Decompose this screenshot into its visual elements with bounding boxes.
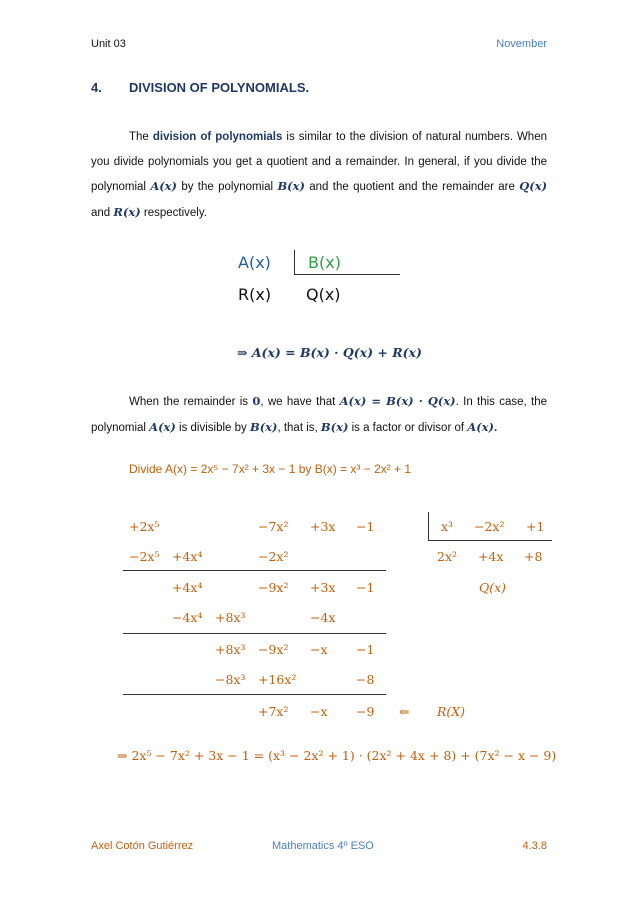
divisor-vertical-bar (428, 512, 429, 540)
division-cell: +3x (310, 580, 336, 595)
quotient-term-2: +4x (478, 549, 504, 564)
division-cell: −8 (356, 672, 375, 687)
quotient-term-1: 2x² (437, 549, 458, 564)
header-unit: Unit 03 (91, 38, 126, 50)
footer-author: Axel Cotón Gutiérrez (91, 840, 194, 852)
division-cell: +8x³ (215, 610, 246, 625)
division-cell: +16x² (258, 672, 297, 687)
scheme-quotient: Q(x) (306, 285, 341, 304)
division-cell: +2x⁵ (129, 519, 160, 534)
division-cell: −2x⁵ (129, 549, 160, 564)
division-cell: −1 (356, 642, 375, 657)
scheme-remainder: R(x) (238, 285, 272, 304)
divisor-horizontal-bar (428, 540, 552, 541)
division-cell: −x (310, 704, 328, 719)
scheme-vertical-bar (294, 250, 295, 274)
footer-course: Mathematics 4º ESO (272, 840, 374, 852)
division-cell: −4x⁴ (172, 610, 203, 625)
division-cell: +4x⁴ (172, 580, 203, 595)
footer-page: 4.3.8 (522, 840, 547, 852)
scheme-divisor: B(x) (308, 253, 341, 272)
division-cell: −1 (356, 580, 375, 595)
quotient-term-3: +8 (524, 549, 543, 564)
scheme-dividend: A(x) (238, 253, 271, 272)
section-title: DIVISION OF POLYNOMIALS. (129, 80, 310, 95)
division-rule-1 (123, 570, 386, 571)
division-rule-3 (123, 694, 386, 695)
divisor-term-1: x³ (441, 519, 454, 534)
division-cell: −x (310, 642, 328, 657)
header-month: November (496, 38, 547, 50)
division-cell: +4x⁴ (172, 549, 203, 564)
section-number: 4. (91, 80, 102, 95)
division-result: ⇒ 2x⁵ − 7x² + 3x − 1 = (x³ − 2x² + 1) · (2x² + 4x + 8) + (7x² − x − 9) (117, 748, 557, 763)
scheme-horizontal-bar (294, 274, 400, 275)
division-cell: +7x² (258, 704, 289, 719)
division-cell: −9x² (258, 580, 289, 595)
division-cell: +3x (310, 519, 336, 534)
division-cell: −9x² (258, 642, 289, 657)
example-prompt: Divide A(x) = 2x⁵ − 7x² + 3x − 1 by B(x) = x³ − 2x² + 1 (129, 462, 412, 476)
quotient-label: Q(x) (479, 580, 507, 595)
division-cell: −9 (356, 704, 375, 719)
remainder-arrow: ⇐ (399, 704, 410, 719)
remainder-label: R(X) (437, 704, 466, 719)
divisor-term-2: −2x² (474, 519, 505, 534)
division-rule-2 (123, 633, 386, 634)
division-cell: −8x³ (215, 672, 246, 687)
intro-paragraph: The division of polynomials is similar to the division of natural numbers. When you divide polynomials you get a quotient and a remainder. In general, if you divide the polynomial A(x) by the polynomial B(x) and the quotient and the remainder are Q(x) and R(x) respectively. (91, 131, 548, 219)
remainder-paragraph: When the remainder is 0, we have that A(x) = B(x) · Q(x). In this case, the polynomial A(x) is divisible by B(x), that is, B(x) is a factor or divisor of A(x). (91, 394, 548, 434)
division-cell: +8x³ (215, 642, 246, 657)
term-division: division of polynomials (152, 131, 283, 143)
division-cell: −2x² (258, 549, 289, 564)
divisor-term-3: +1 (526, 519, 545, 534)
division-cell: −4x (310, 610, 336, 625)
division-cell: −7x² (258, 519, 289, 534)
division-identity: ⇒ A(x) = B(x) · Q(x) + R(x) (237, 345, 422, 360)
division-cell: −1 (356, 519, 375, 534)
